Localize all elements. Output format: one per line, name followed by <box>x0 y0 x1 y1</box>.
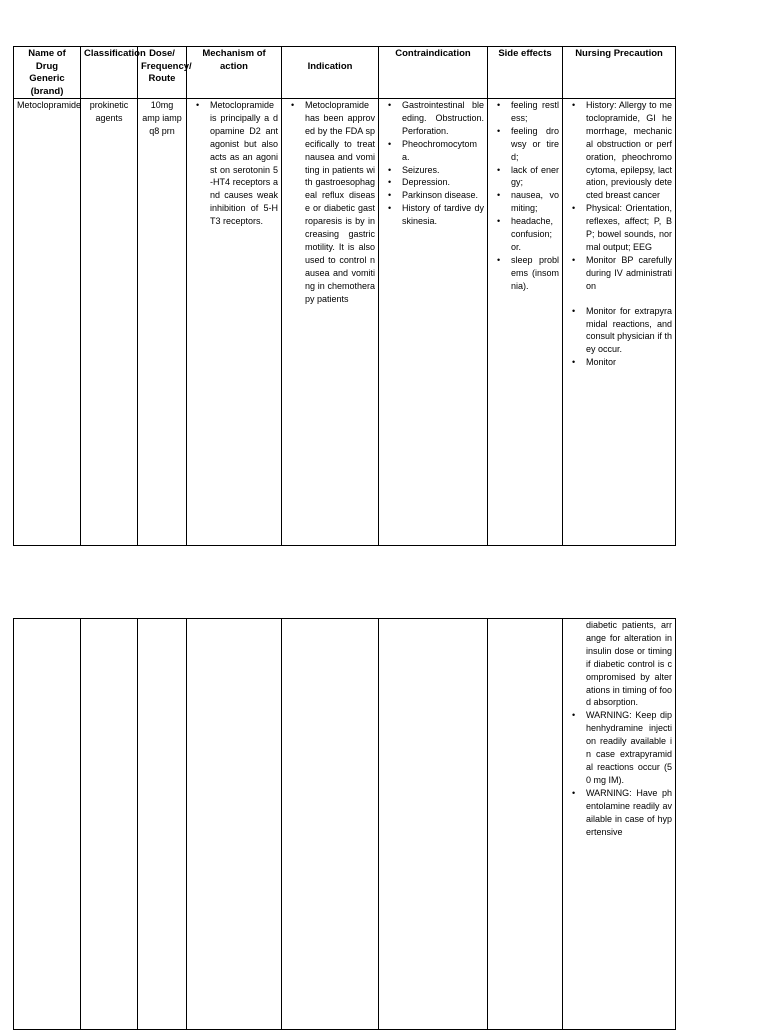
list-item: • headache, confusion; or. <box>511 215 559 254</box>
list-item: • Pheochromocytoma. <box>402 138 484 164</box>
list-item: • History of tardive dyskinesia. <box>402 202 484 228</box>
list-item: • History: Allergy to metoclopramide, GI hemorrhage, mechanical obstruction or perforation, pheochromocytoma, epilepsy, lactation, previously detected breast cancer <box>586 99 672 202</box>
nursing-list-continued <box>566 619 672 838</box>
cell-empty <box>488 619 563 1030</box>
cell-empty <box>138 619 187 1030</box>
table-row <box>14 99 676 546</box>
cell-empty <box>187 619 282 1030</box>
list-item: • feeling restless; <box>511 99 559 125</box>
list-item: • Seizures. <box>402 164 484 177</box>
list-item: • Physical: Orientation, reflexes, affect; P, BP; bowel sounds, normal output; EEG <box>586 202 672 254</box>
header-nursing: Nursing Precaution <box>563 47 676 99</box>
cell-dose: 10mg amp iamp q8 prn <box>138 99 187 546</box>
list-item: • Depression. <box>402 176 484 189</box>
list-item: • lack of energy; <box>511 164 559 190</box>
list-item: • WARNING: Have phentolamine readily available in case of hypertensive <box>586 787 672 839</box>
list-item: • Parkinson disease. <box>402 189 484 202</box>
header-indication: Indication <box>282 47 379 99</box>
cell-nursing-precaution <box>563 99 676 546</box>
side-effects-list <box>491 99 559 293</box>
drug-table-page-1 <box>13 46 676 546</box>
cell-nursing-precaution-continued <box>563 619 676 1030</box>
list-item: • WARNING: Keep diphenhydramine injection readily available in case extrapyramidal reactions occur (50 mg IM). <box>586 709 672 786</box>
contraindication-list <box>382 99 484 228</box>
list-item: • Monitor for extrapyramidal reactions, and consult physician if they occur. <box>586 305 672 357</box>
list-item: • Gastrointestinal bleeding. Obstruction. Perforation. <box>402 99 484 138</box>
header-classification: Classification <box>81 47 138 99</box>
header-dose: Dose/ Frequency/ Route <box>138 47 187 99</box>
cell-classification: prokinetic agents <box>81 99 138 546</box>
header-side-effects: Side effects <box>488 47 563 99</box>
list-item: • Monitor BP carefully during IV administration <box>586 254 672 293</box>
indication-list <box>285 99 375 306</box>
list-item: diabetic patients, arrange for alteration in insulin dose or timing if diabetic control is compromised by alterations in timing of food absorption. <box>586 620 672 708</box>
nursing-list <box>566 99 672 369</box>
list-item: • feeling drowsy or tired; <box>511 125 559 164</box>
list-item: • sleep problems (insomnia). <box>511 254 559 293</box>
drug-table-page-2 <box>13 618 676 1030</box>
mechanism-list <box>190 99 278 228</box>
header-contraindication: Contraindication <box>379 47 488 99</box>
table-row <box>14 619 676 1030</box>
cell-side-effects <box>488 99 563 546</box>
header-name: Name of Drug Generic (brand) <box>14 47 81 99</box>
header-row <box>14 47 676 99</box>
header-mechanism: Mechanism of action <box>187 47 282 99</box>
cell-indication <box>282 99 379 546</box>
cell-empty <box>81 619 138 1030</box>
cell-empty <box>282 619 379 1030</box>
list-item: • Monitor <box>586 356 672 369</box>
list-item: • Metoclopramide is principally a dopamine D2 antagonist but also acts as an agonist on serotonin 5-HT4 receptors and causes weak inhibition of 5-HT3 receptors. <box>210 99 278 228</box>
cell-empty <box>379 619 488 1030</box>
cell-contraindication <box>379 99 488 546</box>
cell-drug-name: Metoclopramide <box>14 99 81 546</box>
cell-mechanism <box>187 99 282 546</box>
list-item: • nausea, vomiting; <box>511 189 559 215</box>
list-item: • Metoclopramide has been approved by the FDA specifically to treat nausea and vomiting in patients with gastroesophageal reflux disease or diabetic gastroparesis is by increasing gastric motility. It is also used to control nausea and vomiting in chemotherapy patients <box>305 99 375 306</box>
cell-empty <box>14 619 81 1030</box>
